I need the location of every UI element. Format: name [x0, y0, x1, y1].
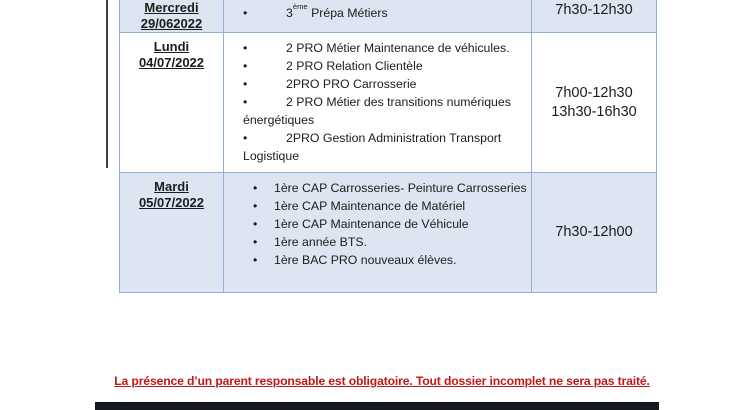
- bullet-item: • 1ère BAC PRO nouveaux élèves.: [253, 253, 457, 267]
- bullet-item: • 3ème Prépa Métiers: [243, 1, 388, 21]
- date-cell: [120, 173, 224, 293]
- cropped-bottom-element: [95, 402, 659, 410]
- date-line: Mercredi: [144, 0, 199, 15]
- bullet-item: • 2PRO Gestion Administration Transport Logistique: [243, 131, 502, 163]
- page-edge-line: [106, 0, 108, 168]
- date-line: 04/07/2022: [138, 55, 205, 70]
- schedule-table: [119, 0, 657, 293]
- table-row: [120, 0, 657, 33]
- warning-text: La présence d’un parent responsable est obligatoire. Tout dossier incomplet ne sera pas traité.: [114, 374, 650, 388]
- time-cell: [532, 173, 657, 293]
- bullet-item: • 1ère CAP Carrosseries- Peinture Carrosseries: [253, 181, 527, 195]
- time-text: 13h30-16h30: [551, 103, 637, 120]
- classes-cell: [224, 173, 532, 293]
- bullet-icon: •: [243, 6, 248, 21]
- time-cell: [532, 0, 657, 33]
- time-text: 7h00-12h30: [555, 84, 633, 101]
- bullet-icon: •: [243, 77, 248, 91]
- bullet-item: • 2 PRO Relation Clientèle: [243, 59, 423, 73]
- table-row: [120, 33, 657, 173]
- classes-cell: [224, 0, 532, 33]
- bullet-item: • 2 PRO Métier des transitions numériques énergétiques: [243, 95, 511, 127]
- bullet-item: • 1ère CAP Maintenance de Matériel: [253, 199, 466, 213]
- bullet-item: • 2 PRO Métier Maintenance de véhicules.: [243, 41, 510, 55]
- date-cell: [120, 0, 224, 33]
- date-line: Mardi: [154, 179, 189, 194]
- bullet-icon: •: [243, 41, 248, 55]
- bullet-item: • 1ère CAP Maintenance de Véhicule: [253, 217, 469, 231]
- bullet-icon: •: [243, 95, 248, 109]
- time-cell: [532, 33, 657, 173]
- time-text: 7h30-12h00: [555, 224, 633, 240]
- bullet-icon: •: [253, 181, 258, 195]
- bullet-icon: •: [253, 235, 258, 249]
- classes-cell: [224, 33, 532, 173]
- bullet-icon: •: [253, 199, 258, 213]
- table-row: [120, 173, 657, 293]
- bullet-icon: •: [253, 253, 258, 267]
- bullet-icon: •: [243, 131, 248, 145]
- bullet-item: • 1ère année BTS.: [253, 235, 367, 249]
- bullet-icon: •: [243, 59, 248, 73]
- date-line: 29/062022: [140, 16, 203, 31]
- time-text: 7h30-12h30: [555, 2, 633, 18]
- bullet-icon: •: [253, 217, 258, 231]
- date-line: Lundi: [153, 39, 190, 54]
- date-line: 05/07/2022: [138, 195, 205, 210]
- bullet-item: • 2PRO PRO Carrosserie: [243, 77, 417, 91]
- superscript: ème: [292, 1, 308, 11]
- date-cell: [120, 33, 224, 173]
